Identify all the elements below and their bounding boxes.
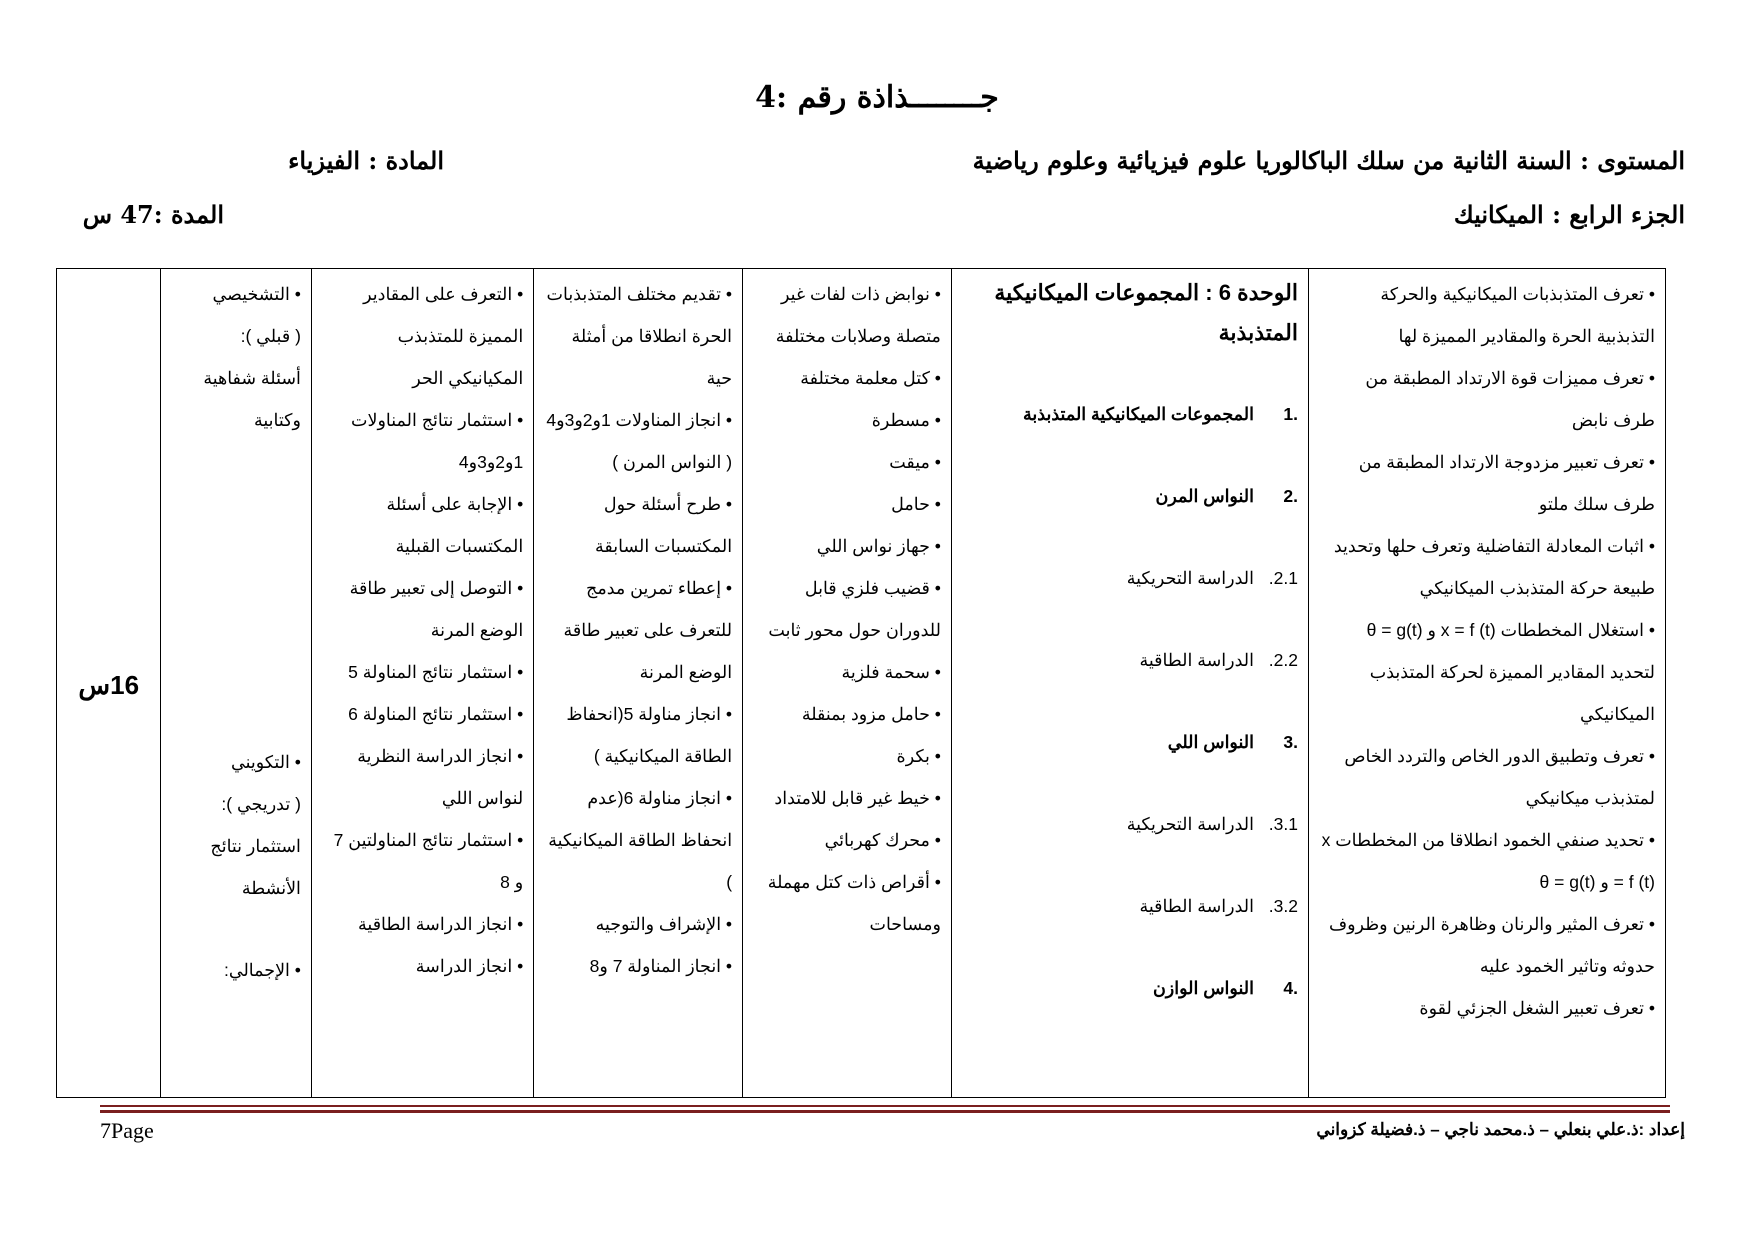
spacer — [962, 353, 1298, 393]
objective-item: • اثبات المعادلة التفاضلية وتعرف حلها وتحديد طبيعة حركة المتذبذب الميكانيكي — [1319, 525, 1655, 609]
section-number: .3 — [1283, 732, 1298, 752]
learner-activities-cell — [311, 269, 533, 1098]
unit-title: الوحدة 6 : المجموعات الميكانيكية المتذبذبة — [994, 280, 1298, 345]
duration-cell: 16س — [57, 269, 161, 1098]
section-number: 3.1. — [1268, 814, 1298, 834]
section-number: .4 — [1283, 978, 1298, 998]
spacer — [171, 441, 300, 741]
material-item: • بكرة — [753, 735, 941, 777]
section-number: .2 — [1283, 486, 1298, 506]
objective-item: • تعرف المثير والرنان وظاهرة الرنين وظروف حدوثه وتاثير الخمود عليه — [1319, 903, 1655, 987]
section-1 — [962, 393, 1298, 435]
authors-credit: إعداد :ذ.علي بنعلي – ذ.محمد ناجي – ذ.فضيلة كزواني — [1316, 1120, 1685, 1139]
objective-item: • تعرف المتذبذبات الميكانيكية والحركة التذبذبية الحرة والمقادير المميزة لها — [1319, 273, 1655, 357]
evaluation-formative-desc: استثمار نتائج الأنشطة — [210, 836, 301, 898]
learner-activity-item: • التعرف على المقادير المميزة للمتذبذب المكيانيكي الحر — [322, 273, 523, 399]
learner-activity-item: • انجاز الدراسة النظرية لنواس اللي — [322, 735, 523, 819]
subject-line: المادة : الفيزياء — [288, 146, 444, 175]
teacher-activity-item: • الإشراف والتوجيه — [544, 903, 732, 945]
material-item: • سحمة فلزية — [753, 651, 941, 693]
objective-item: • تعرف مميزات قوة الارتداد المطبقة من طرف نابض — [1319, 357, 1655, 441]
section-label: المجموعات الميكانيكية المتذبذبة — [1023, 404, 1254, 424]
section-label: الدراسة التحريكية — [1126, 814, 1254, 834]
evaluation-diagnostic-desc: أسئلة شفاهية وكتابية — [203, 368, 301, 430]
learner-activity-item: • الإجابة على أسئلة المكتسبات القبلية — [322, 483, 523, 567]
section-2-2 — [962, 639, 1298, 681]
teacher-activity-item: • انجاز المناولات 1و2و3و4 ( النواس المرن ) — [544, 399, 732, 483]
evaluation-summative: • الإجمالي: — [171, 949, 300, 991]
page-number: 7Page — [100, 1118, 154, 1143]
section-3 — [962, 721, 1298, 763]
material-item: • نوابض ذات لفات غير متصلة وصلابات مختلفة — [753, 273, 941, 357]
footer-divider — [100, 1105, 1670, 1107]
objective-item: • استغلال المخططات x = f (t) و θ = g(t) لتحديد المقادير المميزة لحركة المتذبذب الميكانيكي — [1319, 609, 1655, 735]
objective-item: • تعرف وتطبيق الدور الخاص والتردد الخاص لمتذبذب ميكانيكي — [1319, 735, 1655, 819]
learner-activity-item: • استثمار نتائج المناولة 6 — [322, 693, 523, 735]
section-label: الدراسة الطاقية — [1139, 650, 1254, 670]
level-line: المستوى : السنة الثانية من سلك الباكالوريا علوم فيزيائية وعلوم رياضية — [972, 146, 1685, 175]
learner-activity-item: • استثمار نتائج المناولتين 7 و 8 — [322, 819, 523, 903]
spacer — [171, 909, 300, 949]
teacher-activity-item: • انجاز المناولة 7 و8 — [544, 945, 732, 987]
learner-activity-item: • انجاز الدراسة — [322, 945, 523, 987]
lesson-plan-table — [56, 268, 1666, 1098]
material-item: • خيط غير قابل للامتداد — [753, 777, 941, 819]
evaluation-diagnostic: • التشخيصي — [171, 273, 300, 315]
learner-activity-item: • استثمار نتائج المناولة 5 — [322, 651, 523, 693]
teacher-activity-item: • إعطاء تمرين مدمج للتعرف على تعبير طاقة الوضع المرنة — [544, 567, 732, 693]
section-2-1 — [962, 557, 1298, 599]
material-item: • ميقت — [753, 441, 941, 483]
section-label: النواس المرن — [1155, 486, 1254, 506]
learner-activity-item: • التوصل إلى تعبير طاقة الوضع المرنة — [322, 567, 523, 651]
teacher-activity-item: • انجاز مناولة 5(انحفاظ الطاقة الميكانيكية ) — [544, 693, 732, 777]
material-item: • أقراص ذات كتل مهملة ومساحات — [753, 861, 941, 945]
footer-divider-thick — [100, 1110, 1670, 1113]
content-cell — [951, 269, 1308, 1098]
evaluation-cell — [161, 269, 311, 1098]
material-item: • جهاز نواس اللي — [753, 525, 941, 567]
section-number: .1 — [1283, 404, 1298, 424]
learner-activity-item: • انجاز الدراسة الطاقية — [322, 903, 523, 945]
objectives-cell — [1308, 269, 1665, 1098]
material-item: • مسطرة — [753, 399, 941, 441]
objective-item: • تحديد صنفي الخمود انطلاقا من المخططات x = f (t) و θ = g(t) — [1319, 819, 1655, 903]
section-2 — [962, 475, 1298, 517]
material-item: • حامل مزود بمنقلة — [753, 693, 941, 735]
objective-item: • تعرف تعبير مزدوجة الارتداد المطبقة من طرف سلك ملتو — [1319, 441, 1655, 525]
section-label: الدراسة الطاقية — [1139, 896, 1254, 916]
section-3-2 — [962, 885, 1298, 927]
material-item: • محرك كهربائي — [753, 819, 941, 861]
material-item: • كتل معلمة مختلفة — [753, 357, 941, 399]
materials-cell — [743, 269, 952, 1098]
section-label: النواس الوازن — [1152, 978, 1254, 998]
duration-line: المدة :47 س — [82, 200, 224, 229]
section-label: الدراسة التحريكية — [1126, 568, 1254, 588]
material-item: • حامل — [753, 483, 941, 525]
learner-activity-item: • استثمار نتائج المناولات 1و2و3و4 — [322, 399, 523, 483]
teacher-activity-item: • طرح أسئلة حول المكتسبات السابقة — [544, 483, 732, 567]
part-line: الجزء الرابع : الميكانيك — [1453, 200, 1685, 229]
section-number: 2.1. — [1268, 568, 1298, 588]
evaluation-diagnostic-type: ( قبلي ): — [240, 326, 301, 346]
objective-item: • تعرف تعبير الشغل الجزئي لقوة — [1319, 987, 1655, 1029]
section-3-1 — [962, 803, 1298, 845]
teacher-activity-item: • تقديم مختلف المتذبذبات الحرة انطلاقا من أمثلة حية — [544, 273, 732, 399]
teacher-activity-item: • انجاز مناولة 6(عدم انحفاظ الطاقة الميكانيكية ) — [544, 777, 732, 903]
section-number: 3.2. — [1268, 896, 1298, 916]
section-number: 2.2. — [1268, 650, 1298, 670]
material-item: • قضيب فلزي قابل للدوران حول محور ثابت — [753, 567, 941, 651]
evaluation-formative: • التكويني — [171, 741, 300, 783]
evaluation-formative-type: ( تدريجي ): — [221, 794, 301, 814]
teacher-activities-cell — [534, 269, 743, 1098]
section-4 — [962, 967, 1298, 1009]
document-title: جــــــــذاذة رقم :4 — [755, 80, 999, 115]
section-label: النواس اللي — [1167, 732, 1254, 752]
